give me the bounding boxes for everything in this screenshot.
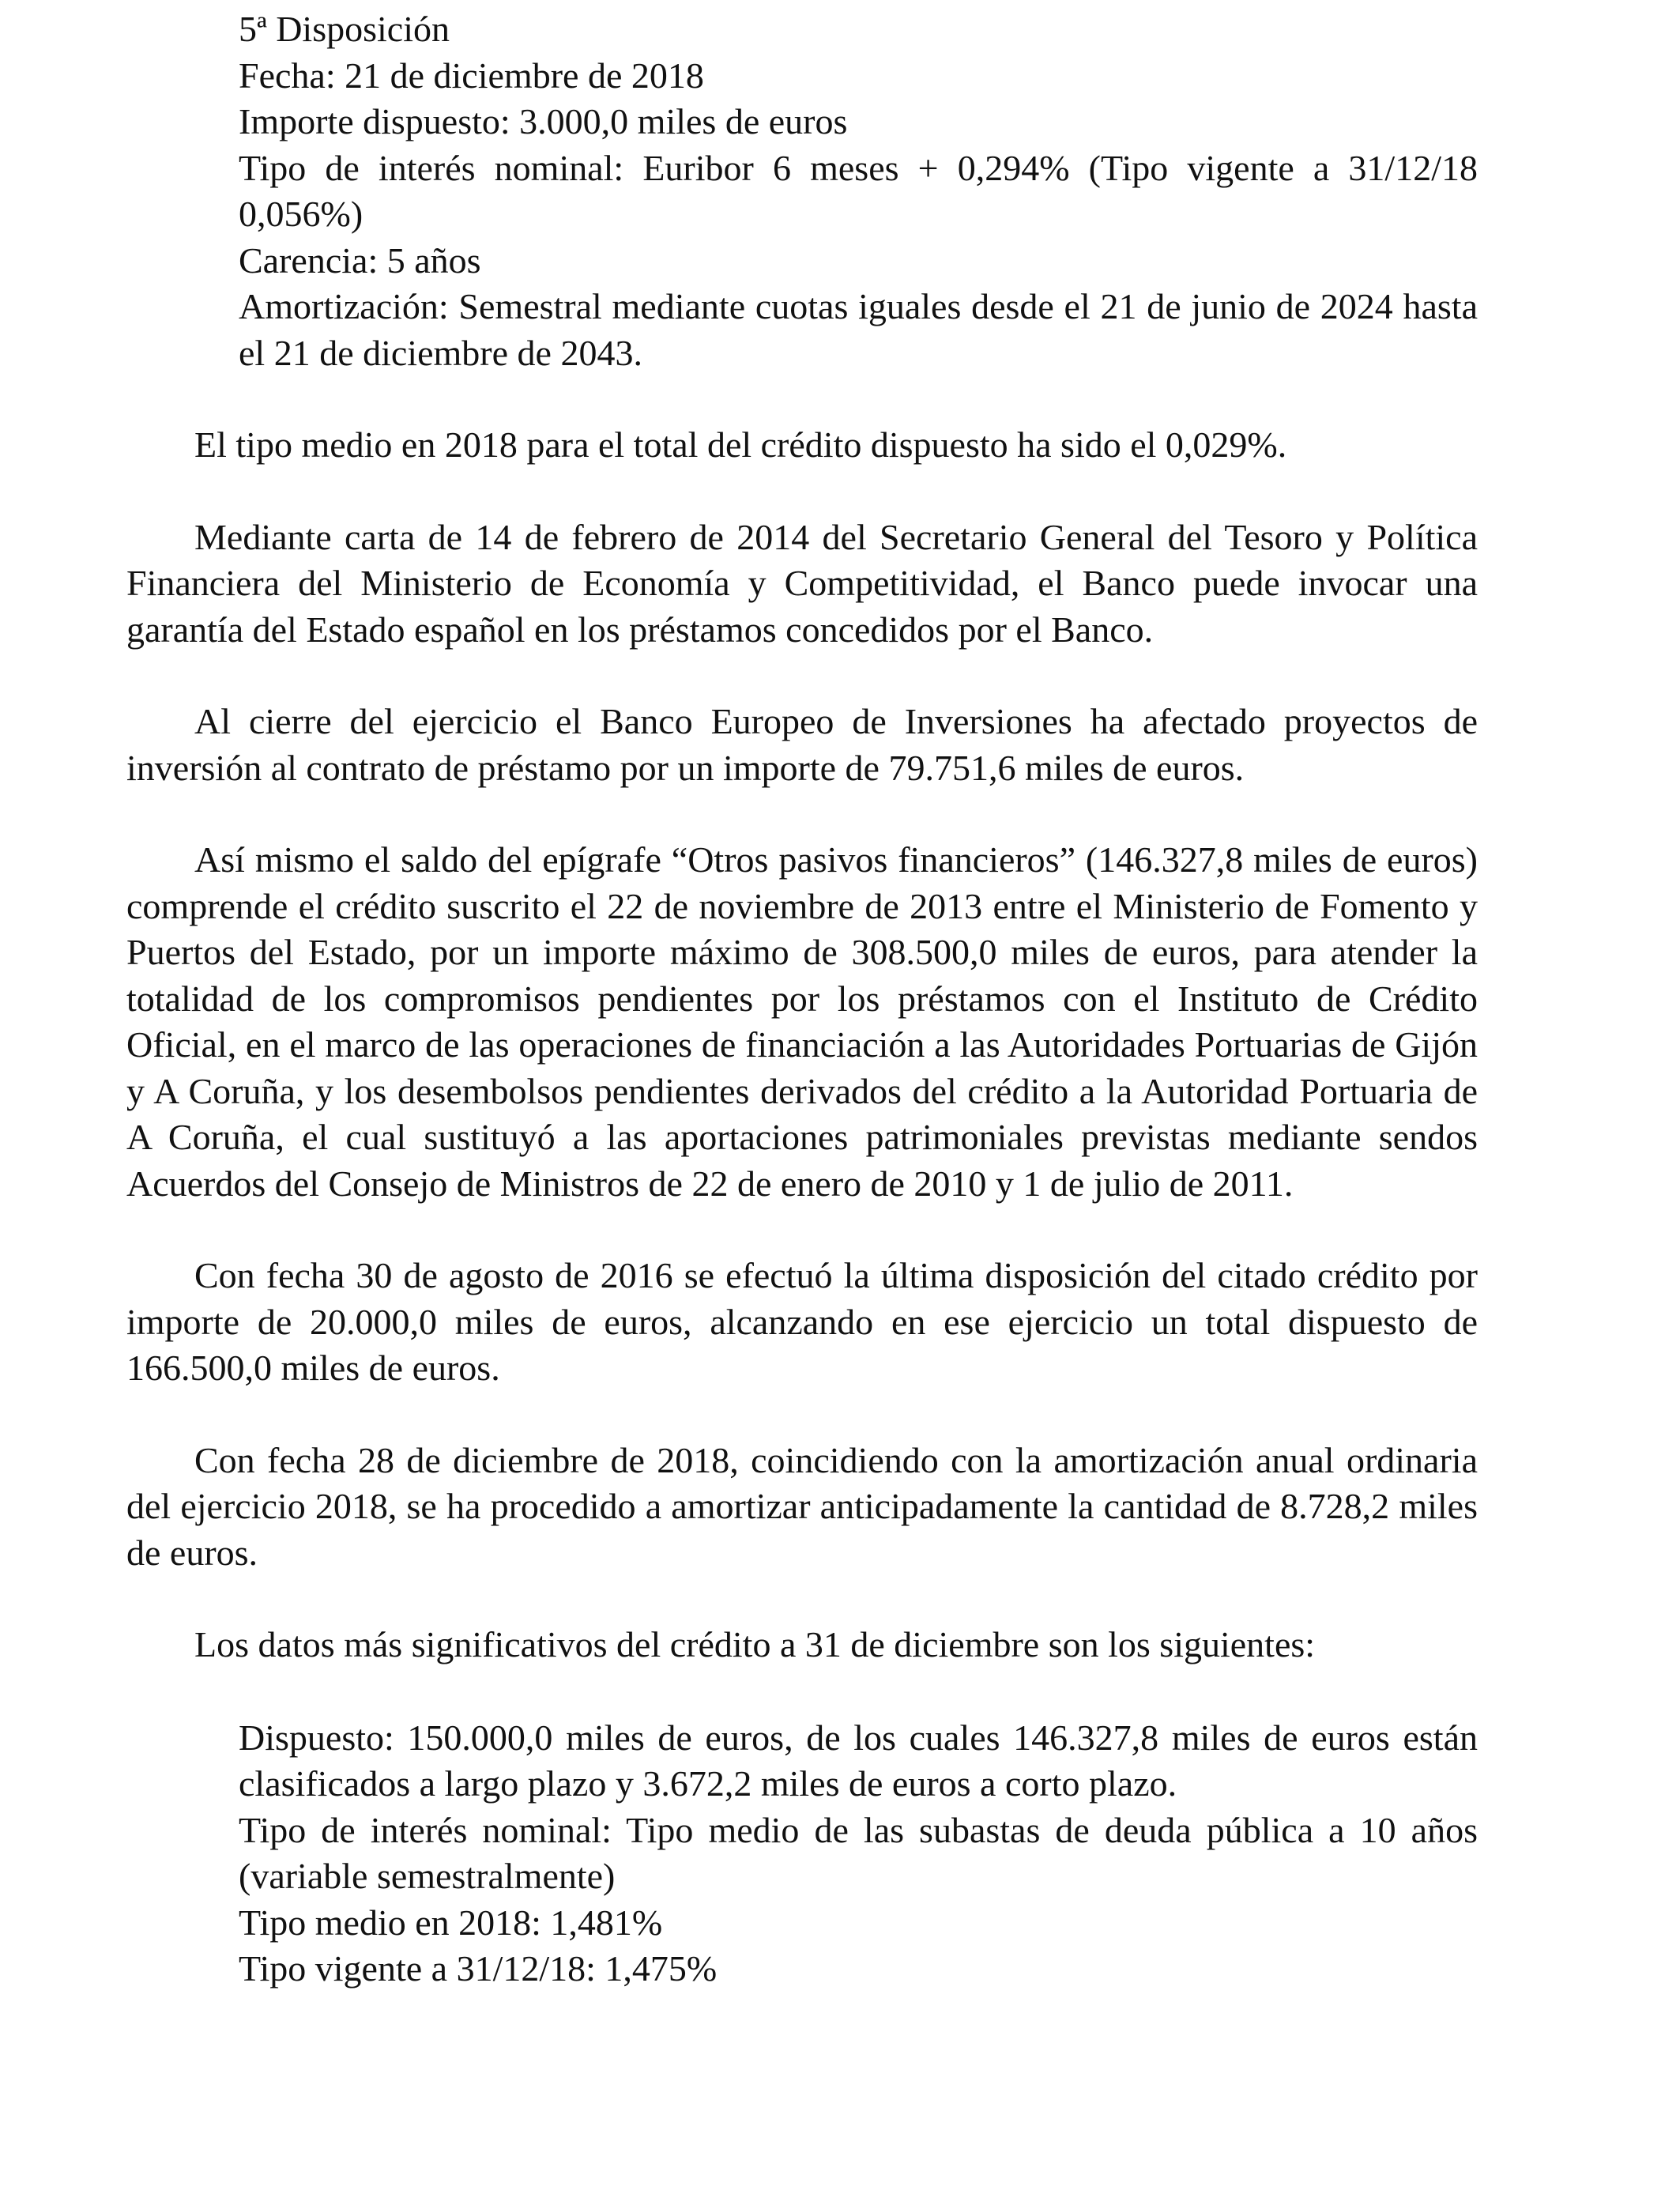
credito-dispuesto: Dispuesto: 150.000,0 miles de euros, de los cuales 146.327,8 miles de euros están clasificados a largo plazo y 3.672,2 miles de euros a corto plazo. [239, 1717, 1478, 1804]
paragraph-datos-significativos: Los datos más significativos del crédito a 31 de diciembre son los siguientes: [194, 1624, 1316, 1664]
paragraph-bei-proyectos: Al cierre del ejercicio el Banco Europeo de Inversiones ha afectado proyectos de inversión al contrato de préstamo por un importe de 79.751,6 miles de euros. [126, 701, 1478, 788]
disposicion-importe: Importe dispuesto: 3.000,0 miles de euros [239, 101, 848, 141]
disposicion-heading: 5ª Disposición [239, 9, 450, 49]
disposicion-carencia: Carencia: 5 años [239, 239, 481, 281]
paragraph-ultima-disposicion: Con fecha 30 de agosto de 2016 se efectuó la última disposición del citado crédito por importe de 20.000,0 miles de euros, alcanzando en ese ejercicio un total dispuesto de 166.500,0 miles de euros. [126, 1255, 1478, 1388]
disposicion-amortizacion: Amortización: Semestral mediante cuotas iguales desde el 21 de junio de 2024 hasta el 21 de diciembre de 2043. [239, 286, 1478, 373]
disposicion-fecha: Fecha: 21 de diciembre de 2018 [239, 55, 704, 96]
paragraph-amortizacion-anticipada: Con fecha 28 de diciembre de 2018, coincidiendo con la amortización anual ordinaria del ejercicio 2018, se ha procedido a amortizar anticipadamente la cantidad de 8.728,2 miles de euros. [126, 1439, 1478, 1573]
credito-tipo-vigente: Tipo vigente a 31/12/18: 1,475% [239, 1948, 718, 1989]
disposicion-tipo-interes: Tipo de interés nominal: Euribor 6 meses + 0,294% (Tipo vigente a 31/12/18 0,056%) [239, 147, 1478, 234]
credito-tipo-medio: Tipo medio en 2018: 1,481% [239, 1902, 663, 1943]
credito-tipo-interes: Tipo de interés nominal: Tipo medio de las subastas de deuda pública a 10 años (variable semestralmente) [239, 1809, 1478, 1896]
paragraph-tipo-medio: El tipo medio en 2018 para el total del crédito dispuesto ha sido el 0,029%. [194, 424, 1287, 465]
paragraph-otros-pasivos: Así mismo el saldo del epígrafe “Otros pasivos financieros” (146.327,8 miles de euros) comprende el crédito suscrito el 22 de noviembre de 2013 entre el Ministerio de Fomento y Puertos del Estado, por un importe máximo de 308.500,0 miles de euros, para atender la totalidad de los compromisos pendientes por los préstamos con el Instituto de Crédito Oficial, en el marco de las operaciones de financiación a las Autoridades Portuarias de Gijón y A Coruña, y los desembolsos pendientes derivados del crédito a la Autoridad Portuaria de A Coruña, el cual sustituyó a las aportaciones patrimoniales previstas mediante sendos Acuerdos del Consejo de Ministros de 22 de enero de 2010 y 1 de julio de 2011. [126, 839, 1478, 1204]
paragraph-garantia-estado: Mediante carta de 14 de febrero de 2014 del Secretario General del Tesoro y Política Financiera del Ministerio de Economía y Competitividad, el Banco puede invocar una garantía del Estado español en los préstamos concedidos por el Banco. [126, 516, 1478, 650]
credito-block [126, 1715, 1478, 1992]
disposicion-block [126, 6, 1478, 376]
document-page [126, 6, 1478, 1992]
